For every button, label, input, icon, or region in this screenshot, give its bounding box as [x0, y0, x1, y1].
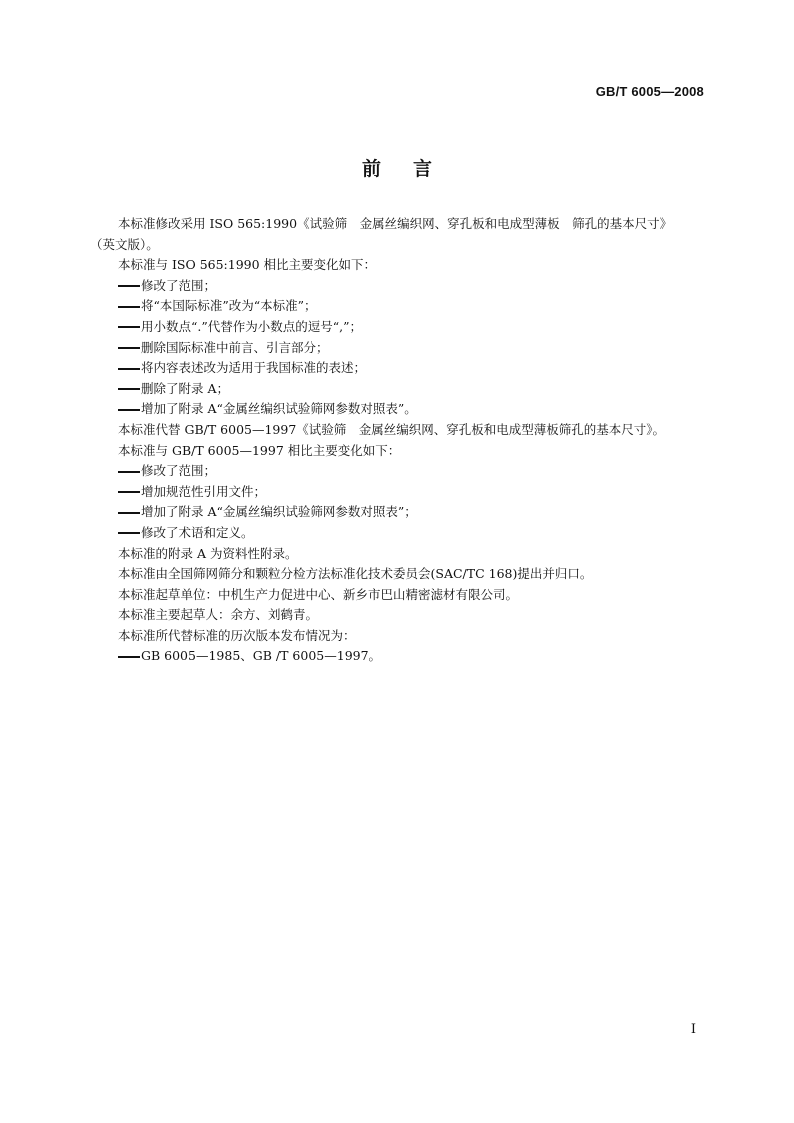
list-item — [90, 296, 702, 317]
document-code: GB/T 6005—2008 — [595, 84, 704, 99]
paragraph-history-intro: 本标准所代替标准的历次版本发布情况为： — [118, 627, 356, 643]
list-item — [90, 523, 702, 544]
dash-bullet — [118, 368, 140, 370]
list-item — [90, 317, 702, 338]
list-item-text: 用小数点“.”代替作为小数点的逗号“,”； — [141, 318, 363, 334]
paragraph-drafters: 本标准主要起草人：余方、刘鹤青。 — [118, 607, 319, 623]
paragraph-iso-changes-intro: 本标准与 ISO 565:1990 相比主要变化如下： — [118, 257, 377, 273]
paragraph-appendix: 本标准的附录 A 为资料性附录。 — [118, 545, 298, 561]
list-item — [90, 502, 702, 523]
list-item-text: GB 6005—1985、GB /T 6005—1997。 — [141, 648, 382, 664]
list-item-text: 修改了范围； — [141, 277, 217, 293]
paragraph-1997-changes-intro: 本标准与 GB/T 6005—1997 相比主要变化如下： — [118, 442, 401, 458]
dash-bullet — [118, 347, 140, 349]
list-item-text: 将“本国际标准”改为“本标准”； — [141, 298, 317, 314]
list-item-text: 删除了附录 A； — [141, 380, 230, 396]
dash-bullet — [118, 532, 140, 534]
list-item-text: 修改了术语和定义。 — [141, 524, 254, 540]
list-item — [90, 646, 702, 667]
list-item — [90, 482, 702, 503]
dash-bullet — [118, 471, 140, 473]
paragraph-replacement: 本标准代替 GB/T 6005—1997《试验筛 金属丝编织网、穿孔板和电成型薄板筛孔的基本尺寸》。 — [118, 421, 666, 437]
page-title: 前言 — [361, 158, 464, 180]
list-item-text: 修改了范围； — [141, 463, 217, 479]
dash-bullet — [118, 388, 140, 390]
paragraph-adoption-line1: 本标准修改采用 ISO 565:1990《试验筛 金属丝编织网、穿孔板和电成型薄板 筛孔的基本尺寸》 — [118, 216, 673, 231]
list-item-text: 将内容表述改为适用于我国标准的表述； — [141, 360, 367, 376]
list-item — [90, 461, 702, 482]
page-number: I — [690, 1022, 696, 1037]
list-item-text: 增加了附录 A“金属丝编织试验筛网参数对照表”； — [141, 504, 417, 520]
paragraph-proposer: 本标准由全国筛网筛分和颗粒分检方法标准化技术委员会(SAC/TC 168)提出并归口。 — [118, 566, 593, 582]
dash-bullet — [118, 656, 140, 658]
dash-bullet — [118, 512, 140, 514]
dash-bullet — [118, 326, 140, 328]
dash-bullet — [118, 285, 140, 287]
paragraph-drafting-units: 本标准起草单位：中机生产力促进中心、新乡市巴山精密滤材有限公司。 — [118, 586, 519, 602]
list-item-text: 增加了附录 A“金属丝编织试验筛网参数对照表”。 — [141, 401, 417, 417]
paragraph-adoption-line2: （英文版）。 — [90, 236, 159, 252]
list-item — [90, 379, 702, 400]
dash-bullet — [118, 409, 140, 411]
dash-bullet — [118, 491, 140, 493]
list-item — [90, 338, 702, 359]
list-item-text: 删除国际标准中前言、引言部分； — [141, 339, 329, 355]
list-item — [90, 358, 702, 379]
list-item — [90, 276, 702, 297]
dash-bullet — [118, 306, 140, 308]
list-item — [90, 399, 702, 420]
preface-body — [90, 214, 702, 667]
list-item-text: 增加规范性引用文件； — [141, 483, 267, 499]
